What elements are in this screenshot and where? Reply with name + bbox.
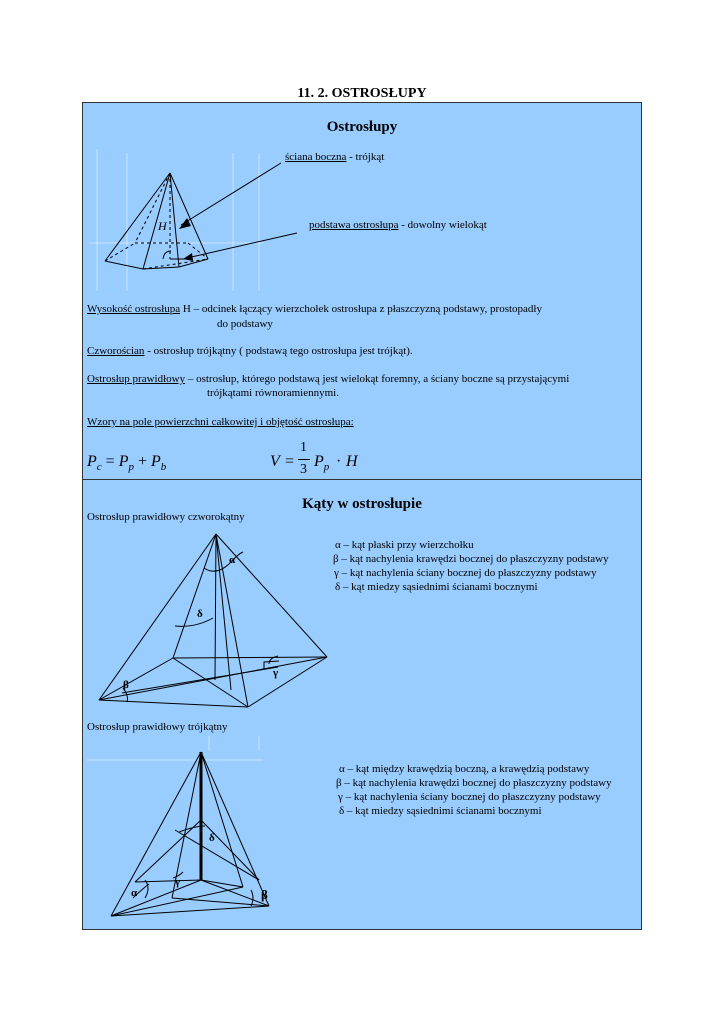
base-label: podstawa ostrosłupa - dowolny wielokąt xyxy=(309,219,487,231)
square-legend-alpha: α – kąt płaski przy wierzchołku xyxy=(335,539,474,551)
triangle-legend-alpha: α – kąt między krawędzią boczną, a krawędzią podstawy xyxy=(339,763,590,775)
triangular-pyramid-figure xyxy=(83,480,363,930)
triangle-legend-gamma: γ – kąt nachylenia ściany bocznej do płaszczyzny podstawy xyxy=(338,791,601,803)
triangle-beta-label: β xyxy=(261,887,268,902)
triangle-alpha-label: α xyxy=(131,887,138,899)
square-legend-beta: β – kąt nachylenia krawędzi bocznej do płaszczyzny podstawy xyxy=(333,553,609,565)
formula-total-area: $P_c = P_p + P_b$ xyxy=(87,453,167,474)
section-title-pyramids: Ostrosłupy xyxy=(326,119,398,135)
square-delta-label: δ xyxy=(197,608,203,620)
square-pyramid-caption: Ostrosłup prawidłowy czworokątny xyxy=(87,511,245,523)
square-alpha-label: α xyxy=(229,554,236,566)
triangle-pyramid-caption: Ostrosłup prawidłowy trójkątny xyxy=(87,721,228,733)
definition-tetrahedron: Czworościan - ostrosłup trójkątny ( podstawą tego ostrosłupa jest trójkąt). xyxy=(87,345,413,357)
pyramid-angles-box xyxy=(82,480,642,930)
square-legend-gamma: γ – kąt nachylenia ściany bocznej do płaszczyzny podstawy xyxy=(334,567,597,579)
pyramid-figure xyxy=(83,103,643,303)
formulas-heading: Wzory na pole powierzchni całkowitej i objętość ostrosłupa: xyxy=(87,416,354,428)
section-title-angles: Kąty w ostrosłupie xyxy=(302,496,422,512)
definition-regular-continued: trójkątami równoramiennymi. xyxy=(207,387,339,399)
definition-height-continued: do podstawy xyxy=(217,318,273,330)
triangle-legend-beta: β – kąt nachylenia krawędzi bocznej do płaszczyzny podstawy xyxy=(336,777,612,789)
triangle-delta-label: δ xyxy=(209,832,215,844)
lateral-face-label: ściana boczna - trójkąt xyxy=(285,151,385,163)
definition-regular-pyramid: Ostrosłup prawidłowy – ostrosłup, którego podstawą jest wielokąt foremny, a ściany boczne są przystającymi xyxy=(87,373,570,385)
square-gamma-label: γ xyxy=(273,667,279,679)
triangle-legend-delta: δ – kąt miedzy sąsiednimi ścianami bocznymi xyxy=(339,805,542,817)
height-symbol-label: H xyxy=(158,219,167,233)
page-title: 11. 2. OSTROSŁUPY xyxy=(297,86,427,101)
triangle-gamma-label: γ xyxy=(175,876,181,888)
pyramids-definition-box: Ostrosłupy H ściana boczna - trójkąt podstawa ostrosłupa - dowolny wielokąt Wysokość ostrosłupa H – odcinek łączący wierzchołek ostrosłupa z płaszczyzną podstawy, prostopadły do podstawy Czworościan - ostrosłup trójkątny ( podstawą tego ostrosłupa jest trójkąt). Ostrosłup prawidłowy – ostrosłup, którego podstawą jest wielokąt foremny, a ściany boczne są przystającymi trójkątami równoramiennymi. Wzory na pole powierzchni całkowitej i objętość ostrosłupa: $P_c = P_p + P_b$ V = 1 3 $P_p$ · H xyxy=(82,102,642,480)
definition-height: Wysokość ostrosłupa H – odcinek łączący wierzchołek ostrosłupa z płaszczyzną podstawy, prostopadły xyxy=(87,303,542,315)
square-beta-label: β xyxy=(123,679,129,691)
square-legend-delta: δ – kąt miedzy sąsiednimi ścianami bocznymi xyxy=(335,581,538,593)
